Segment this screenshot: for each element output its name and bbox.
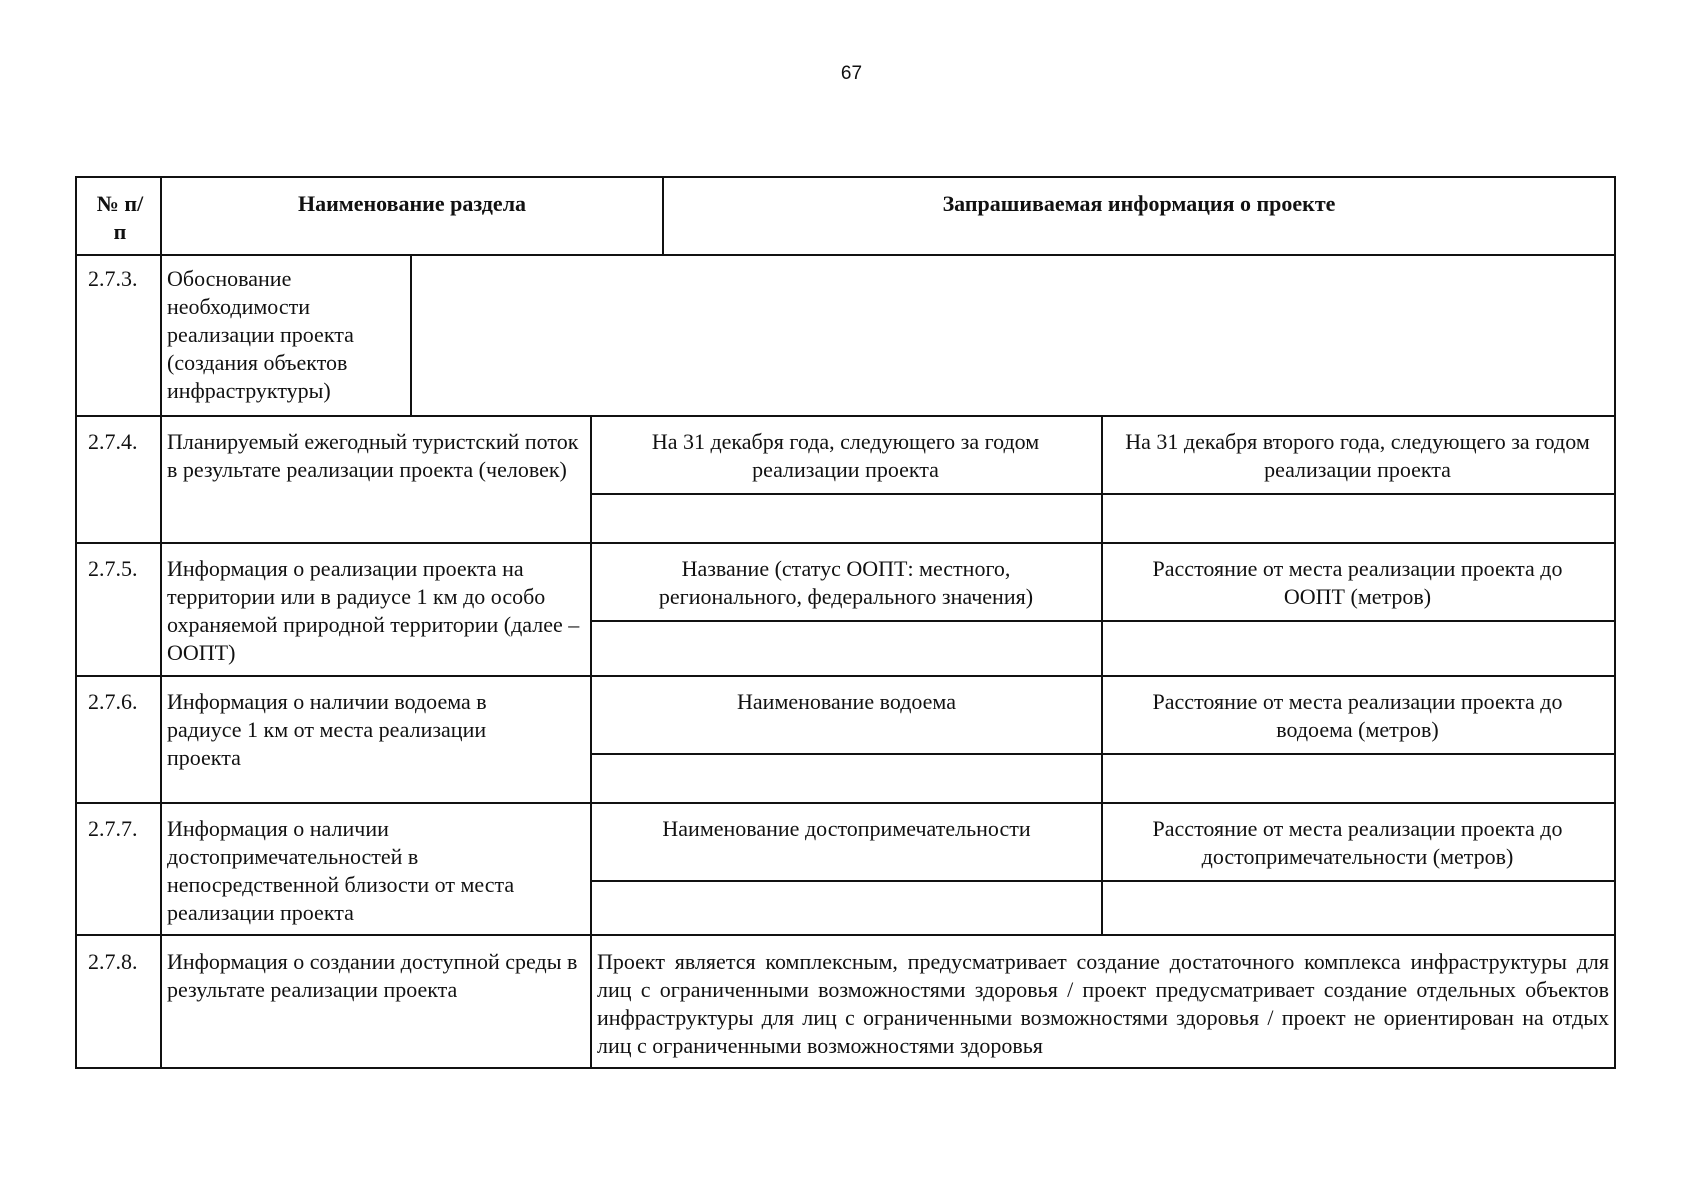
subcell-divider — [590, 880, 1616, 882]
row-number: 2.7.5. — [88, 556, 138, 581]
row-number: 2.7.8. — [88, 949, 138, 974]
table-border-bottom — [75, 1067, 1616, 1069]
row-divider — [75, 675, 1616, 677]
row-number: 2.7.6. — [88, 689, 138, 714]
header-number: № п/п — [96, 191, 144, 244]
column-header-second: На 31 декабря второго года, следующего за годом реализации проекта — [1125, 429, 1590, 482]
column-divider-row-273 — [410, 254, 412, 417]
subcell-divider — [590, 620, 1616, 622]
column-divider-number — [160, 176, 162, 1069]
subcell-divider — [590, 753, 1616, 755]
column-header-first: Наименование водоема — [737, 689, 956, 714]
row-title: Обоснование необходимости реализации проекта (создания объектов инфраструктуры) — [167, 266, 354, 403]
row-title: Информация о наличии водоема в радиусе 1 км от места реализации проекта — [167, 689, 487, 770]
column-header-second: Расстояние от места реализации проекта до достопримечательности (метров) — [1152, 816, 1563, 869]
table-border-header-bottom — [75, 254, 1616, 256]
subcell-divider — [590, 493, 1616, 495]
header-info: Запрашиваемая информация о проекте — [942, 191, 1336, 216]
row-number: 2.7.3. — [88, 266, 138, 291]
column-header-first: На 31 декабря года, следующего за годом реализации проекта — [651, 429, 1040, 482]
column-header-first: Наименование достопримечательности — [662, 816, 1031, 841]
row-divider — [75, 802, 1616, 804]
page-number: 67 — [840, 63, 863, 84]
row-number: 2.7.7. — [88, 816, 138, 841]
row-title: Информация о наличии достопримечательностей в непосредственной близости от места реализации проекта — [167, 816, 515, 925]
column-header-first: Название (статус ООПТ: местного, регионального, федерального значения) — [658, 556, 1034, 609]
column-divider-title — [590, 415, 592, 1069]
table-border-top — [75, 176, 1616, 178]
table-border-right — [1614, 176, 1616, 1069]
row-divider — [75, 542, 1616, 544]
accessibility-options-text: Проект является комплексным, предусматривает создание достаточного комплекса инфраструктуры для лиц с ограниченными возможностями здоровья / проект предусматривает создание отдельных объектов инфраструктуры для лиц с ограниченными возможностями здоровья / проект не ориентирован на отдых лиц с ограниченными возможностями здоровья — [597, 949, 1609, 1058]
row-title: Информация о создании доступной среды в результате реализации проекта — [167, 949, 578, 1002]
column-header-second: Расстояние от места реализации проекта до ООПТ (метров) — [1152, 556, 1563, 609]
row-number: 2.7.4. — [88, 429, 138, 454]
row-divider — [75, 415, 1616, 417]
column-divider-values — [1101, 415, 1103, 936]
row-title: Информация о реализации проекта на территории или в радиусе 1 км до особо охраняемой природной территории (далее – ООПТ) — [167, 556, 580, 665]
header-section: Наименование раздела — [297, 191, 527, 216]
column-header-second: Расстояние от места реализации проекта до водоема (метров) — [1152, 689, 1563, 742]
table-border-left — [75, 176, 77, 1069]
row-title: Планируемый ежегодный туристский поток в результате реализации проекта (человек) — [167, 429, 579, 482]
row-divider — [75, 934, 1616, 936]
